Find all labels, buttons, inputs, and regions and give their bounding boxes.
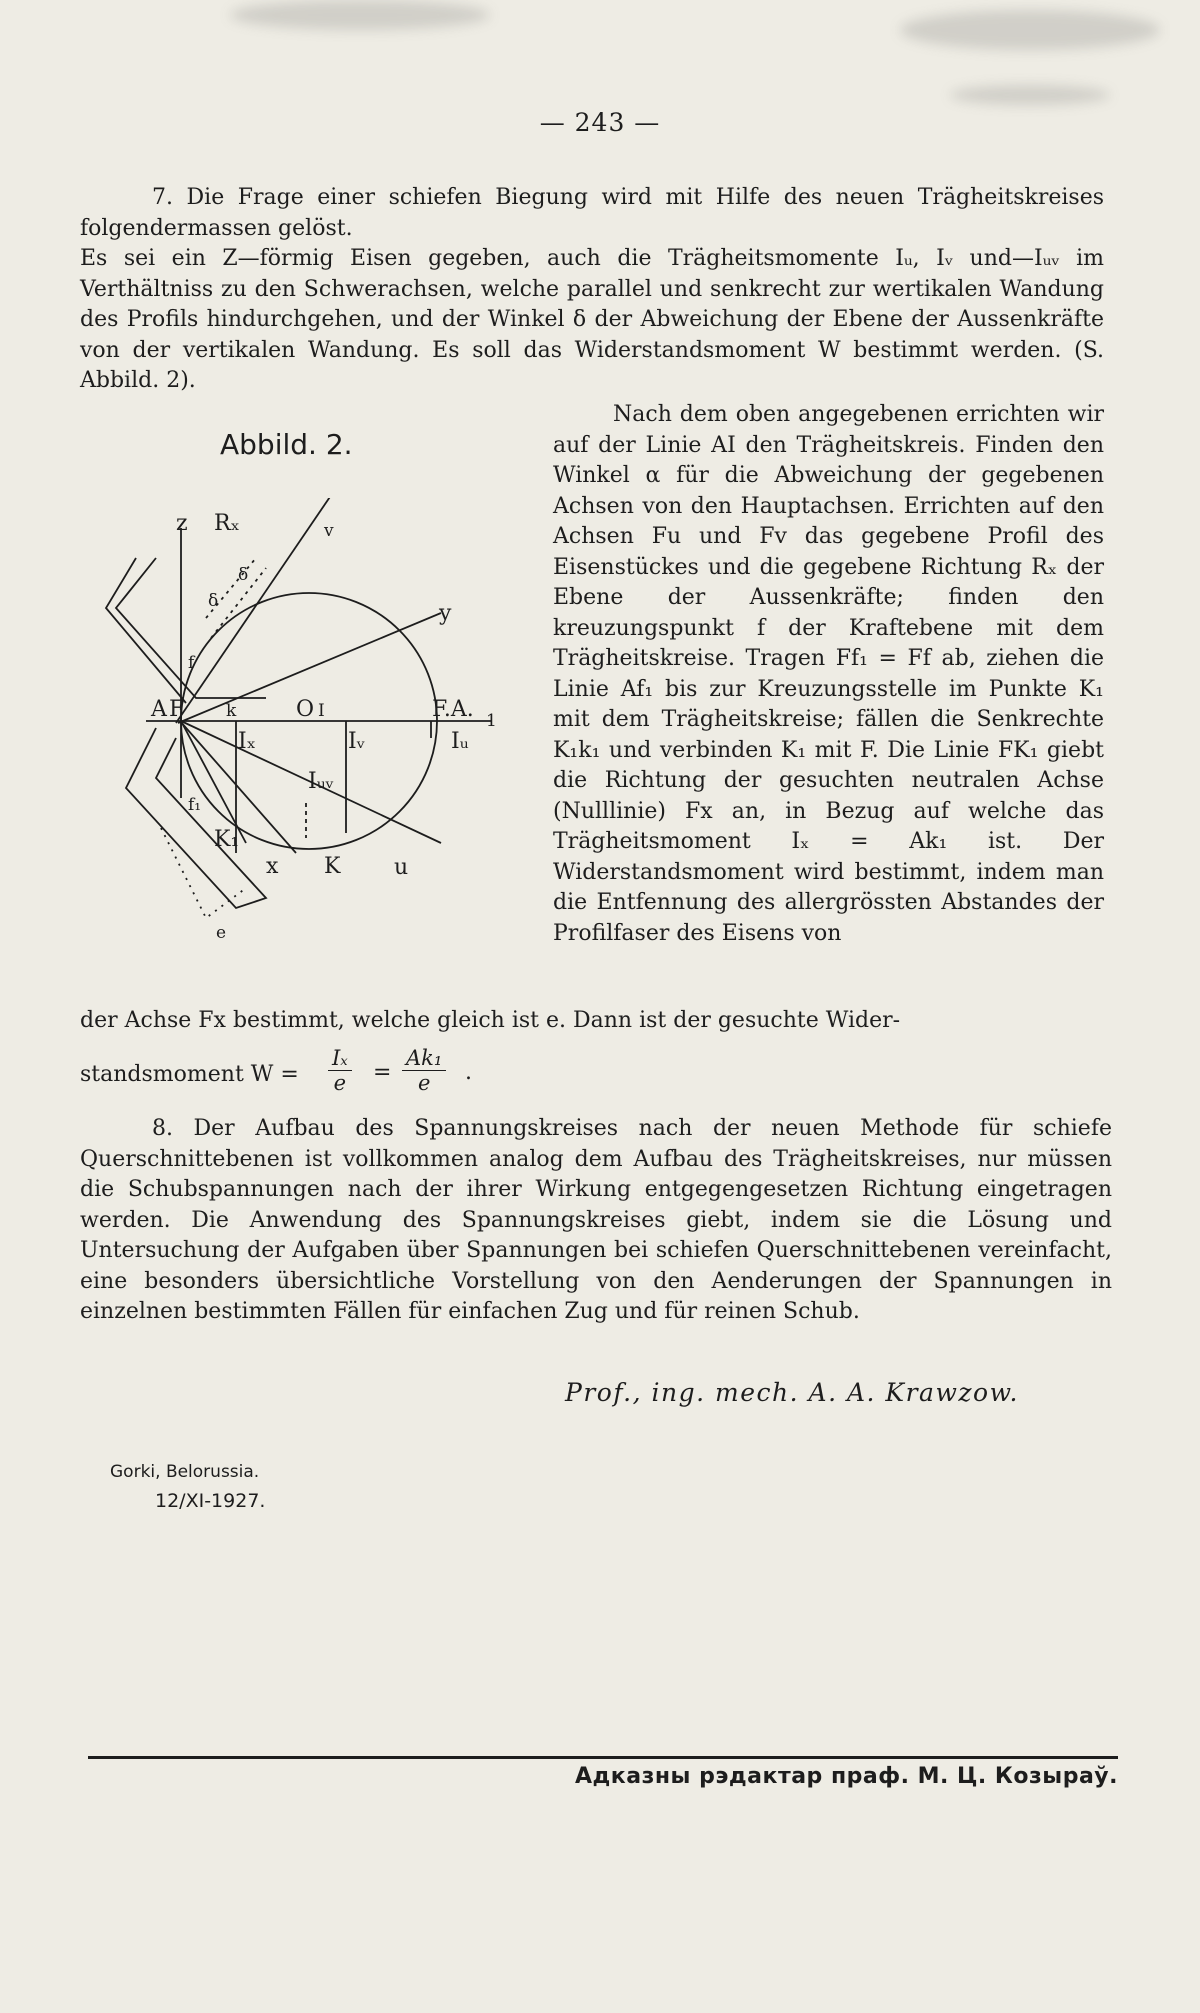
label-e: e (216, 923, 227, 943)
label-delta: δ (238, 565, 249, 585)
label-K: K (324, 854, 341, 879)
figure-2 (96, 428, 526, 998)
label-I: I (318, 701, 325, 721)
numerator: Ak₁ (402, 1046, 446, 1071)
section-7-tail (80, 1006, 1104, 1037)
label-FA: F.A. (432, 697, 474, 722)
equals-sign: = (373, 1060, 392, 1085)
scan-smudge (230, 0, 490, 30)
denominator: e (333, 1071, 347, 1095)
denominator: e (417, 1071, 431, 1095)
paragraph: Nach dem oben angegebenen errichten wir auf der Linie AI den Trägheitskreis. Finden den Winkel α für die Abweichung der gegebenen Achsen von den Hauptachsen. Errichten auf den Achsen Fu und Fv das gegebene Profil des Eisenstückes und die gegebene Richtung Rₓ der Ebene der Aussenkräfte; finden den kreuzungspunkt f der Kraftebene mit dem Trägheitskreise. Tragen Ff₁ = Ff ab, ziehen die Linie Af₁ bis zur Kreuzungsstelle im Punkte K₁ mit dem Trägheitskreise; fällen die Senkrechte K₁k₁ und verbinden K₁ mit F. Die Linie FK₁ giebt die Richtung der gesuchten neutralen Achse (Nulllinie) Fx an, in Bezug auf welche das Trägheitsmoment Iₓ = Ak₁ ist. Der Widerstandsmoment wird bestimmt, indem man die Entfennung des allergrössten Abstandes der Profilfaser des Eisens von (553, 402, 1104, 946)
label-F: F (169, 697, 185, 722)
label-z: z (176, 511, 188, 536)
label-x: x (266, 854, 279, 879)
formula-end: . (465, 1060, 472, 1085)
numerator: Iₓ (328, 1046, 352, 1071)
label-f: f (188, 653, 195, 673)
label-f1: f₁ (188, 795, 202, 815)
label-A: A (151, 697, 167, 722)
footer-rule (88, 1756, 1118, 1759)
z-profile-lower (126, 728, 266, 908)
label-y: y (439, 601, 452, 626)
formula-label: standsmoment W = (80, 1062, 299, 1087)
paragraph: Es sei ein Z—förmig Eisen gegeben, auch die Trägheitsmomente Iᵤ, Iᵥ und—Iᵤᵥ im Verthältniss zu den Schwerachsen, welche parallel und senkrecht zur wertikalen Wandung des Profils hindurchgehen, und der Winkel δ der Abweichung der Ebene der Aussenkräfte von der vertikalen Wandung. Es soll das Widerstandsmoment W bestimmt werden. (S. Abbild. 2). (80, 246, 1104, 393)
label-u: u (394, 855, 409, 880)
section-7-intro (80, 183, 1104, 397)
label-k: k (226, 701, 237, 721)
paragraph: 7. Die Frage einer schiefen Biegung wird mit Hilfe des neuen Trägheitskreises folgendermassen gelöst. (80, 185, 1104, 241)
place: Gorki, Belorussia. (110, 1462, 260, 1482)
figure-diagram (96, 498, 526, 998)
author-signature: Prof., ing. mech. A. A. Krawzow. (565, 1378, 1019, 1407)
label-Iv: Iᵥ (348, 729, 365, 754)
scan-smudge (900, 10, 1160, 50)
label-Rx: Rₓ (214, 511, 240, 536)
label-Ix: Iₓ (238, 729, 257, 754)
fraction-1 (328, 1046, 352, 1095)
section-8 (80, 1114, 1112, 1328)
date: 12/XI-1927. (155, 1490, 266, 1512)
label-Iuv: Iᵤᵥ (308, 769, 334, 794)
paragraph: 8. Der Aufbau des Spannungskreises nach der neuen Methode für schiefe Querschnittebenen ist vollkommen analog dem Aufbau des Trägheitskreises, nur müssen die Schubspannungen nach der ihrer Wirkung entgegengesetzen Richtung eingetragen werden. Die Anwendung des Spannungskreises giebt, indem sie die Lösung und Untersuchung der Aufgaben über Spannungen bei schiefen Querschnittebenen vereinfacht, eine besonders übersichtliche Vorstellung von den Aenderungen der Spannungen in einzelnen bestimmten Fällen für einfachen Zug und für reinen Schub. (80, 1116, 1112, 1324)
label-delta-2: δ (208, 591, 219, 611)
force-direction-Rx (176, 498, 336, 723)
label-one: 1 (486, 711, 497, 731)
label-Iu: Iᵤ (451, 729, 469, 754)
page-number: — 243 — (539, 108, 661, 137)
label-O: O (296, 697, 315, 722)
right-column (553, 400, 1104, 949)
label-K1: K₁ (214, 827, 240, 852)
formula (80, 1046, 1104, 1106)
label-v: v (324, 521, 334, 541)
responsible-editor: Адказны рэдактар праф. М. Ц. Козыраў. (575, 1764, 1118, 1789)
figure-caption: Abbild. 2. (220, 428, 353, 461)
fraction-2 (402, 1046, 446, 1095)
paragraph: der Achse Fx bestimmt, welche gleich ist e. Dann ist der gesuchte Wider- (80, 1008, 901, 1033)
scan-smudge (950, 85, 1110, 105)
